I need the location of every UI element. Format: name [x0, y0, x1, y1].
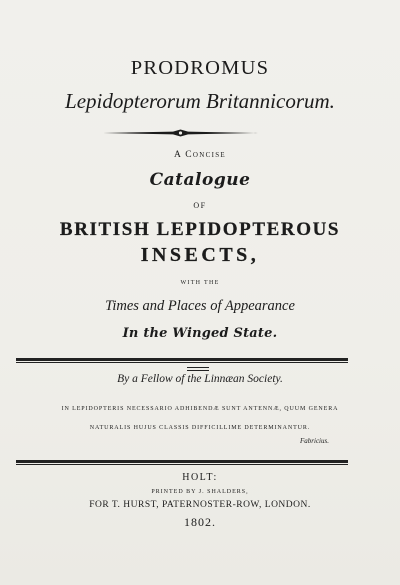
book-subtitle: Lepidopterorum Britannicorum.	[65, 89, 335, 113]
publication-year: 1802.	[184, 515, 216, 529]
epigraph-line-2: NATURALIS HUJUS CLASSIS DIFFICILLIME DETERMINANTUR.	[89, 425, 311, 431]
ornament-divider	[103, 127, 258, 139]
publisher-line: FOR T. HURST, PATERNOSTER-ROW, LONDON.	[89, 500, 311, 510]
place-of-printing: HOLT:	[182, 472, 218, 483]
printer-line: PRINTED BY J. SHALDERS,	[151, 489, 249, 495]
of-text: OF	[193, 201, 207, 210]
winged-state-line: In the Winged State.	[122, 326, 278, 341]
a-concise-text: A Concise	[173, 150, 227, 160]
insects-heading: INSECTS,	[140, 244, 260, 266]
author-line: By a Fellow of the Linnæan Society.	[117, 373, 283, 385]
thick-rule-bottom	[16, 460, 348, 463]
book-title: PRODROMUS	[130, 57, 270, 79]
british-heading: BRITISH LEPIDOPTEROUS	[59, 219, 341, 240]
epigraph-attribution: Fabricius.	[300, 437, 329, 445]
thin-rule-top	[16, 362, 348, 363]
epigraph-line-1: IN LEPIDOPTERIS NECESSARIO ADHIBENDÆ SUNT ANTENNÆ, QUUM GENERA	[61, 406, 339, 412]
short-rule	[187, 367, 209, 368]
with-the-text: WITH THE	[180, 280, 220, 286]
catalogue-heading: Catalogue	[149, 170, 251, 190]
thin-rule-bottom	[16, 464, 348, 465]
thick-rule-top	[16, 358, 348, 361]
short-rule	[187, 370, 209, 371]
times-places-line: Times and Places of Appearance	[105, 298, 295, 314]
